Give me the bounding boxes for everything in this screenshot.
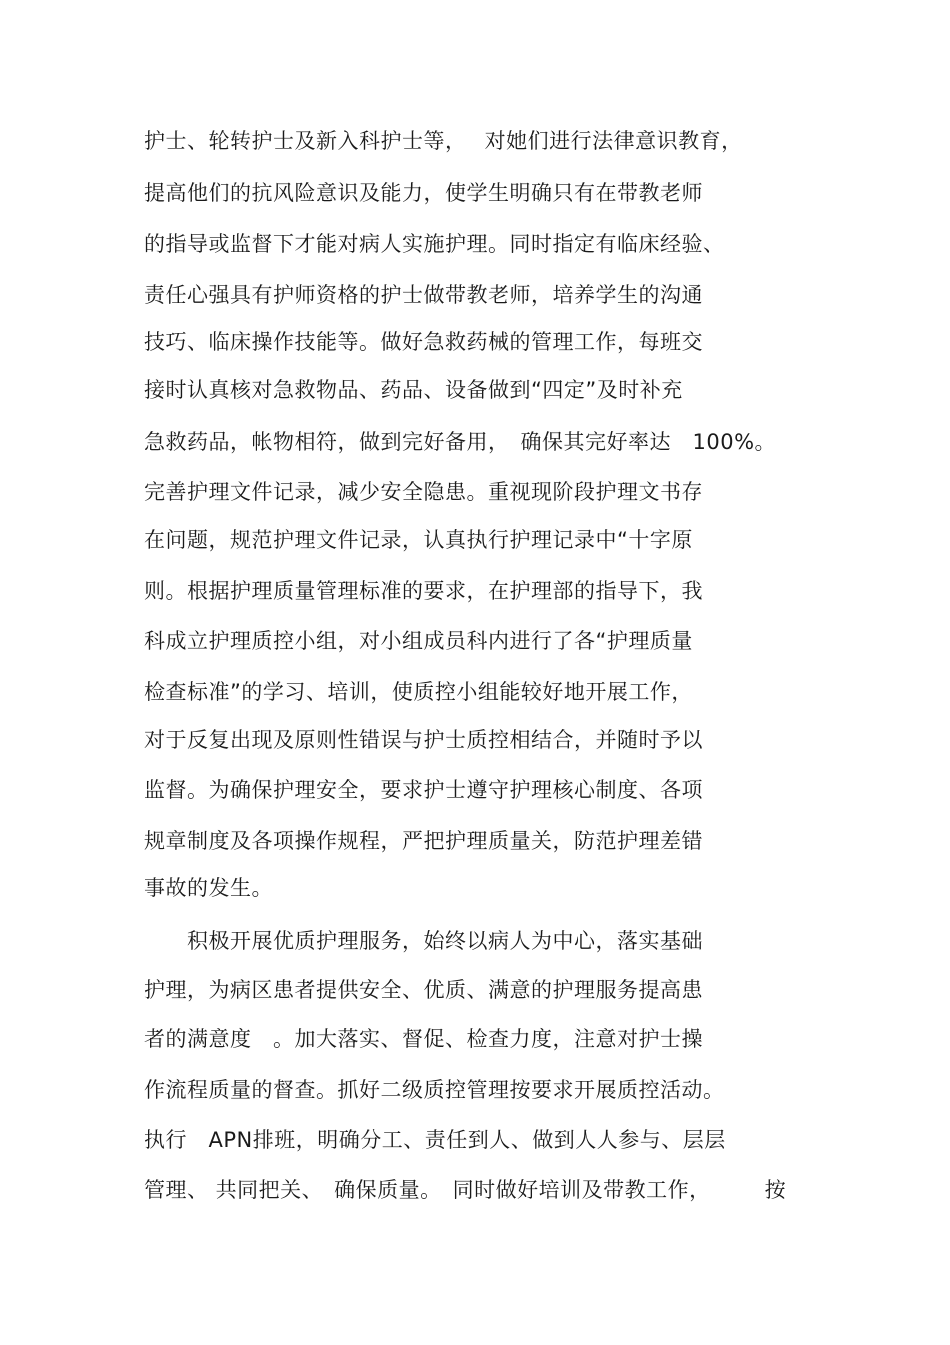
text-line: 作流程质量的督查。抓好二级质控管理按要求开展质控活动。 xyxy=(144,1078,725,1102)
text-line: 护士、轮转护士及新入科护士等， 对她们进行法律意识教育， xyxy=(144,129,743,153)
text-line: 科成立护理质控小组，对小组成员科内进行了各“护理质量 xyxy=(144,629,693,653)
text-line: 对于反复出现及原则性错误与护士质控相结合，并随时予以 xyxy=(144,728,703,752)
text-line: 完善护理文件记录，减少安全隐患。重视现阶段护理文书存 xyxy=(144,480,703,504)
text-line: 者的满意度 。加大落实、督促、检查力度，注意对护士操 xyxy=(144,1027,703,1051)
text-line: 急救药品，帐物相符，做到完好备用， 确保其完好率达 100%。 xyxy=(144,430,777,454)
text-line: 管理、 共同把关、 确保质量。 同时做好培训及带教工作， 按 xyxy=(144,1178,787,1202)
text-line: 执行 APN排班，明确分工、责任到人、做到人人参与、层层 xyxy=(144,1128,726,1152)
text-line: 提高他们的抗风险意识及能力，使学生明确只有在带教老师 xyxy=(144,181,703,205)
text-line: 接时认真核对急救物品、药品、设备做到“四定”及时补充 xyxy=(144,378,683,402)
text-line: 监督。为确保护理安全，要求护士遵守护理核心制度、各项 xyxy=(144,778,703,802)
text-line: 的指导或监督下才能对病人实施护理。同时指定有临床经验、 xyxy=(144,232,725,256)
text-line: 规章制度及各项操作规程，严把护理质量关，防范护理差错 xyxy=(144,829,703,853)
text-line: 在问题，规范护理文件记录，认真执行护理记录中“十字原 xyxy=(144,528,693,552)
text-line: 检查标准”的学习、培训，使质控小组能较好地开展工作， xyxy=(144,680,693,704)
text-line: 积极开展优质护理服务，始终以病人为中心，落实基础 xyxy=(144,929,703,953)
text-line: 则。根据护理质量管理标准的要求，在护理部的指导下，我 xyxy=(144,579,703,603)
text-line: 技巧、临床操作技能等。做好急救药械的管理工作，每班交 xyxy=(144,330,703,354)
text-line: 护理，为病区患者提供安全、优质、满意的护理服务提高患 xyxy=(144,978,703,1002)
text-line: 事故的发生。 xyxy=(144,876,273,900)
text-line: 责任心强具有护师资格的护士做带教老师，培养学生的沟通 xyxy=(144,283,703,307)
